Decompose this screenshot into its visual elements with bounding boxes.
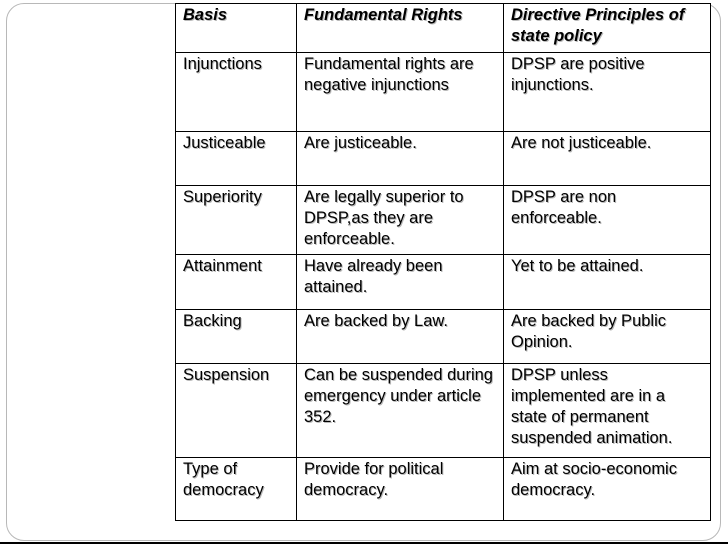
table-row [176, 132, 711, 186]
table-header-row [176, 4, 711, 53]
basis-cell: Type of democracy [176, 458, 297, 521]
dpsp-cell: Are not justiceable. [504, 132, 711, 186]
dpsp-cell: Yet to be attained. [504, 255, 711, 310]
basis-cell: Injunctions [176, 53, 297, 132]
dpsp-cell: Aim at socio-economic democracy. [504, 458, 711, 521]
table-row [176, 255, 711, 310]
table-row [176, 186, 711, 255]
basis-cell: Backing [176, 310, 297, 364]
fundamental-rights-cell: Can be suspended during emergency under article 352. [297, 364, 504, 458]
basis-cell: Attainment [176, 255, 297, 310]
fundamental-rights-cell: Have already been attained. [297, 255, 504, 310]
dpsp-cell: DPSP unless implemented are in a state of permanent suspended animation. [504, 364, 711, 458]
slide-bottom-rule [0, 542, 728, 544]
dpsp-cell: DPSP are positive injunctions. [504, 53, 711, 132]
table-row [176, 310, 711, 364]
dpsp-cell: Are backed by Public Opinion. [504, 310, 711, 364]
table-row [176, 458, 711, 521]
fundamental-rights-cell: Provide for political democracy. [297, 458, 504, 521]
header-basis: Basis [176, 4, 297, 53]
basis-cell: Justiceable [176, 132, 297, 186]
comparison-table [175, 3, 711, 521]
table-row [176, 364, 711, 458]
dpsp-cell: DPSP are non enforceable. [504, 186, 711, 255]
fundamental-rights-cell: Fundamental rights are negative injunctions [297, 53, 504, 132]
header-directive-principles: Directive Principles of state policy [504, 4, 711, 53]
basis-cell: Suspension [176, 364, 297, 458]
table-row [176, 53, 711, 132]
header-fundamental-rights: Fundamental Rights [297, 4, 504, 53]
fundamental-rights-cell: Are backed by Law. [297, 310, 504, 364]
basis-cell: Superiority [176, 186, 297, 255]
fundamental-rights-cell: Are justiceable. [297, 132, 504, 186]
fundamental-rights-cell: Are legally superior to DPSP,as they are enforceable. [297, 186, 504, 255]
